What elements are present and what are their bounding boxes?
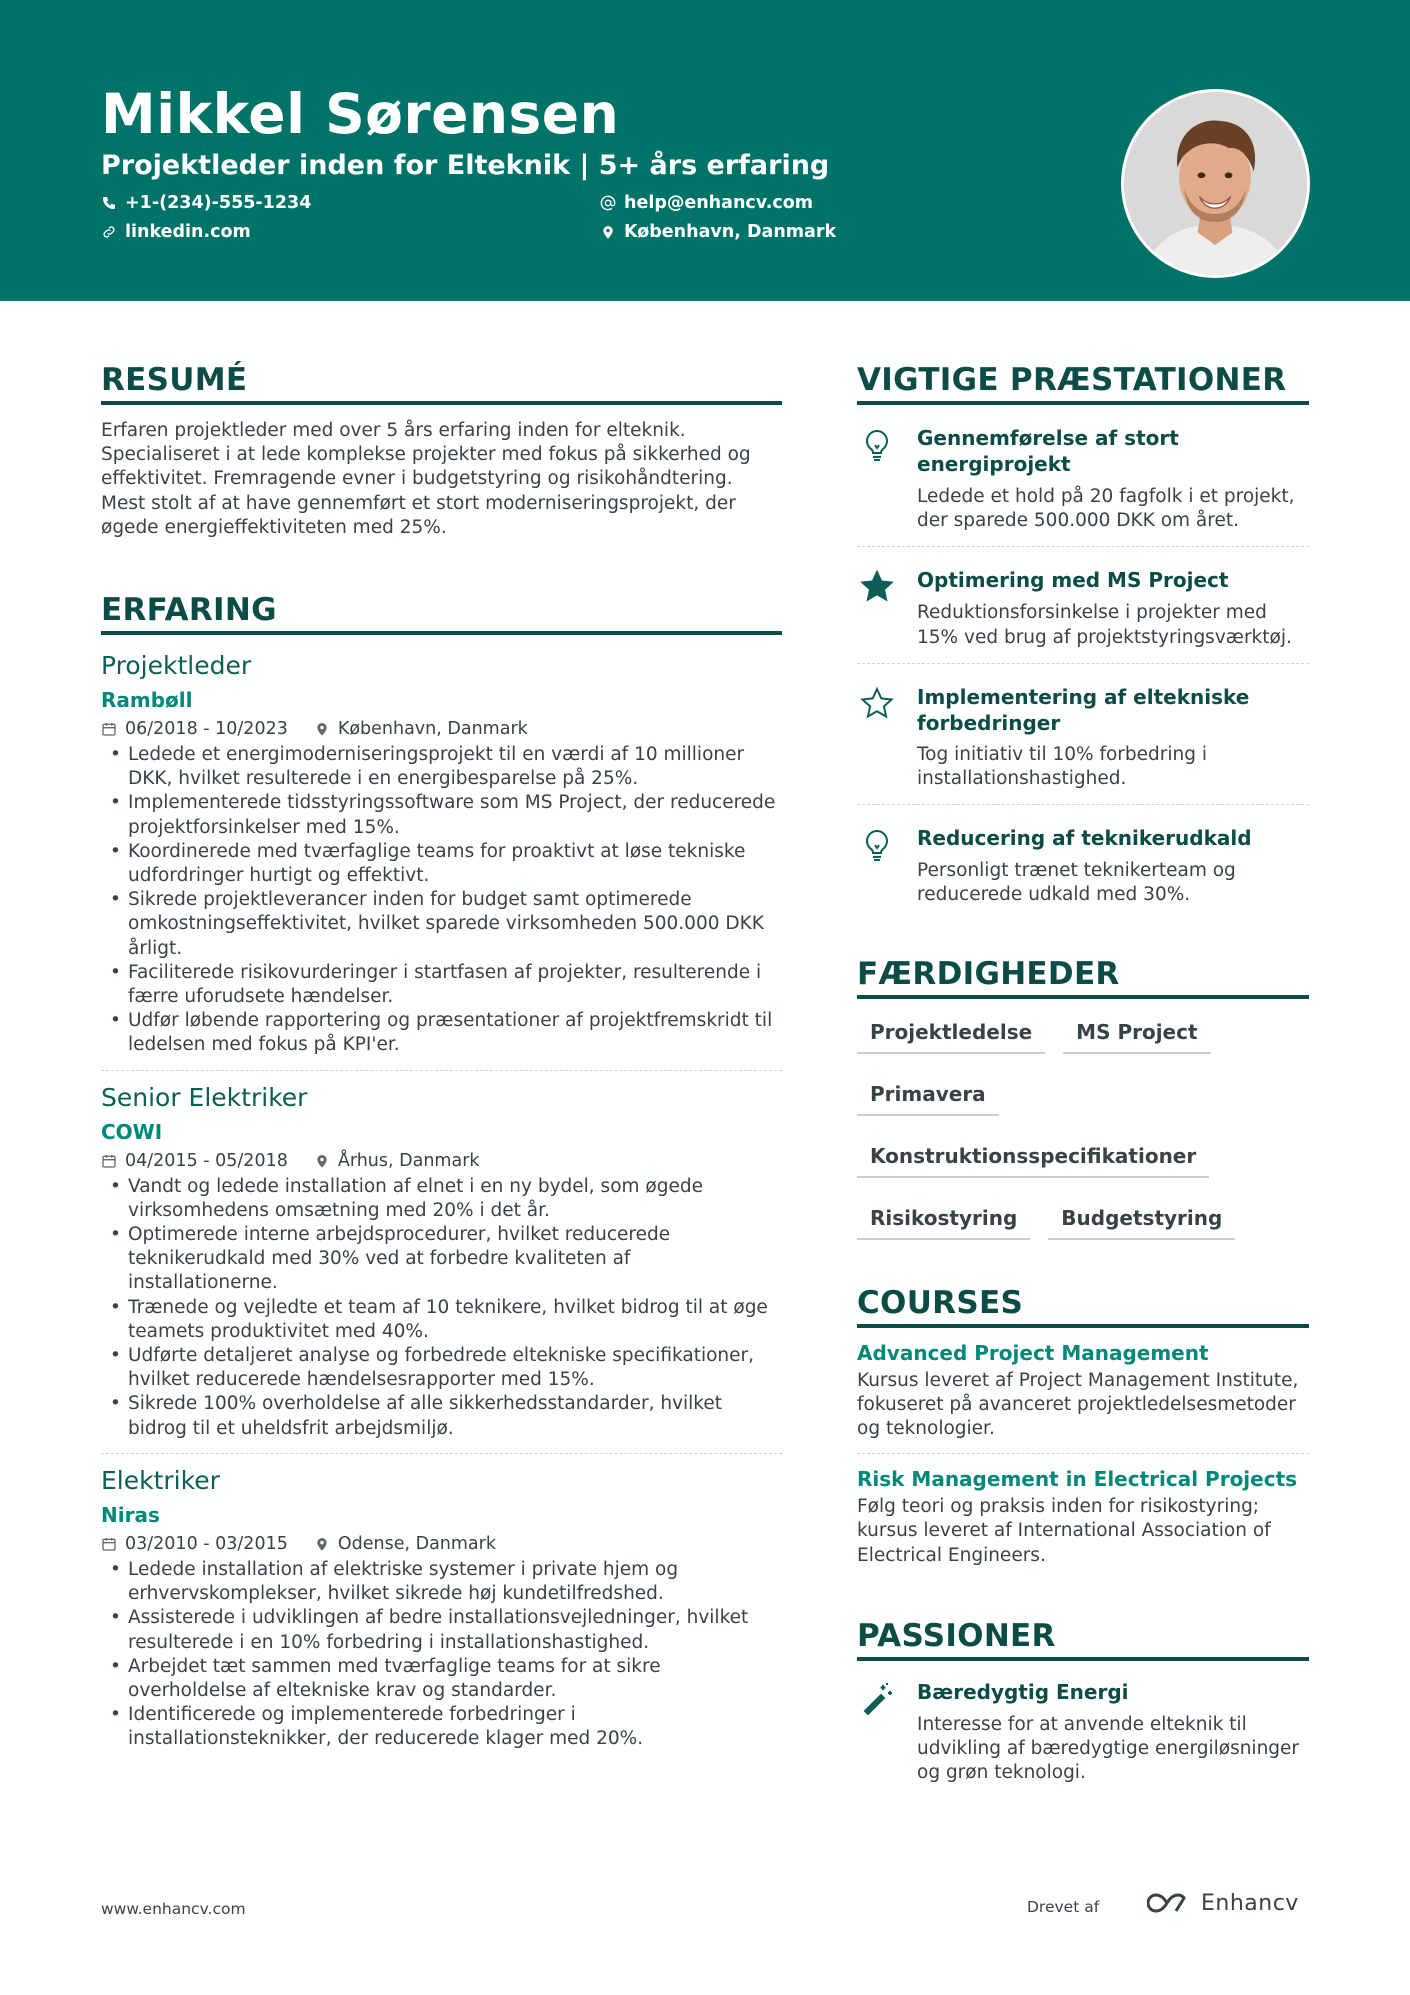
- job-location: [314, 1149, 480, 1173]
- avatar: [1121, 89, 1310, 278]
- job-bullet: • Udførte detaljeret analyse og forbedrede eltekniske specifikationer, hvilket reducerede hændelsesrapporter med 15%.: [101, 1344, 782, 1392]
- courses-heading: COURSES: [857, 1283, 1309, 1328]
- magic-wand-icon: [859, 1681, 895, 1717]
- passions-heading: PASSIONER: [857, 1616, 1309, 1661]
- divider: [101, 1453, 782, 1454]
- summary-heading: RESUMÉ: [101, 360, 782, 405]
- passion-item: [857, 1679, 1309, 1786]
- job-entry: [101, 1464, 782, 1752]
- location-text: København, Danmark: [624, 222, 837, 242]
- left-column: [101, 360, 782, 1752]
- job-location: [314, 1532, 496, 1556]
- experience-heading: ERFARING: [101, 590, 782, 635]
- achievement-item: [857, 684, 1309, 791]
- job-bullet: • Vandt og ledede installation af elnet i en ny bydel, som øgede virksomhedens omsætning med 20% i det år.: [101, 1175, 782, 1223]
- job-meta: [101, 1149, 782, 1173]
- achievement-item: [857, 567, 1309, 649]
- job-location-text: Århus, Danmark: [337, 1150, 480, 1171]
- job-title: Elektriker: [101, 1465, 220, 1495]
- course-item: [857, 1340, 1309, 1442]
- job-dates: [101, 1149, 288, 1173]
- job-entry: [101, 1081, 782, 1441]
- job-bullets: [101, 743, 782, 1058]
- job-dates: [101, 1532, 288, 1556]
- achievement-item: [857, 425, 1309, 533]
- achievements-heading: VIGTIGE PRÆSTATIONER: [857, 360, 1309, 405]
- achievement-desc: Tog initiativ til 10% forbedring i installationshastighed.: [917, 743, 1208, 790]
- job-bullet: • Assisterede i udviklingen af bedre installationsvejledninger, hvilket resulterede i en 10% forbedring i installationshastighed.: [101, 1606, 782, 1654]
- resume-header: [0, 0, 1410, 301]
- job-bullet: • Trænede og vejledte et team af 10 teknikere, hvilket bidrog til at øge teamets produktivitet med 40%.: [101, 1296, 782, 1344]
- contact-location: [600, 222, 836, 242]
- job-dates-text: 04/2015 - 05/2018: [125, 1150, 288, 1171]
- job-entry: [101, 649, 782, 1058]
- job-bullet: • Arbejdet tæt sammen med tværfaglige teams for at sikre overholdelse af eltekniske krav og standarder.: [101, 1655, 782, 1703]
- passion-desc: Interesse for at anvende elteknik til udvikling af bæredygtige energiløsninger og grøn teknologi.: [917, 1713, 1300, 1784]
- link-icon: [101, 224, 117, 240]
- job-dates: [101, 717, 288, 741]
- contact-email[interactable]: [600, 193, 813, 213]
- calendar-icon: [101, 1536, 117, 1552]
- company-name: COWI: [101, 1119, 163, 1144]
- divider: [857, 1453, 1309, 1454]
- phone-text: +1-(234)-555-1234: [125, 193, 312, 213]
- summary-text: Erfaren projektleder med over 5 års erfaring inden for elteknik. Specialiseret i at lede komplekse projekter med fokus på sikkerhed og effektivitet. Fremragende evner i budgetstyring og risikohåndtering. Mest stolt af at have gennemført et stort moderniseringsprojekt, der øgede energieffektiviteten med 25%.: [101, 420, 751, 538]
- enhancv-logo-icon: [1147, 1890, 1193, 1916]
- linkedin-text: linkedin.com: [125, 222, 251, 242]
- phone-icon: [101, 195, 117, 211]
- lightbulb-icon: [859, 827, 895, 863]
- summary-section: [101, 360, 782, 540]
- candidate-name: Mikkel Sørensen: [101, 82, 620, 146]
- company-name: Niras: [101, 1502, 160, 1527]
- job-location-text: Odense, Danmark: [337, 1533, 496, 1554]
- course-desc: Følg teori og praksis inden for risikostyring; kursus leveret af International Association of Electrical Engineers.: [857, 1496, 1271, 1566]
- job-meta: [101, 1532, 782, 1556]
- calendar-icon: [101, 721, 117, 737]
- skills-section: [857, 954, 1309, 1261]
- courses-section: [857, 1283, 1309, 1568]
- email-text: help@enhancv.com: [624, 193, 814, 213]
- enhancv-logo[interactable]: [1147, 1890, 1299, 1916]
- job-dates-text: 06/2018 - 10/2023: [125, 719, 288, 740]
- map-pin-icon: [314, 1536, 330, 1552]
- divider: [857, 663, 1309, 664]
- achievement-title: Gennemførelse af stort energiprojekt: [917, 426, 1179, 476]
- enhancv-brand-text: Enhancv: [1201, 1890, 1299, 1916]
- achievement-title: Implementering af eltekniske forbedringer: [917, 684, 1250, 735]
- job-bullet: • Ledede et energimoderniseringsprojekt til en værdi af 10 millioner DKK, hvilket resulterede i en energibesparelse på 25%.: [101, 743, 782, 791]
- job-bullet: • Implementerede tidsstyringssoftware som MS Project, der reducerede projektforsinkelser med 15%.: [101, 791, 782, 839]
- achievement-desc: Ledede et hold på 20 fagfolk i et projekt, der sparede 500.000 DKK om året.: [917, 486, 1295, 532]
- job-meta: [101, 717, 782, 741]
- job-title: Senior Elektriker: [101, 1082, 308, 1112]
- skills-list: [857, 1013, 1309, 1261]
- course-title: Advanced Project Management: [857, 1340, 1209, 1365]
- contact-linkedin[interactable]: [101, 222, 251, 242]
- skills-heading: FÆRDIGHEDER: [857, 954, 1309, 999]
- achievement-desc: Reduktionsforsinkelse i projekter med 15% ved brug af projektstyringsværktøj.: [917, 602, 1292, 648]
- job-bullet: • Ledede installation af elektriske systemer i private hjem og erhvervskomplekser, hvilket sikrede høj kundetilfredshed.: [101, 1558, 782, 1606]
- passion-title: Bæredygtig Energi: [917, 1679, 1129, 1704]
- skill-tag: Primavera: [857, 1075, 999, 1116]
- course-desc: Kursus leveret af Project Management Institute, fokuseret på avanceret projektledelsesmetoder og teknologier.: [857, 1369, 1299, 1440]
- achievement-title: Optimering med MS Project: [917, 568, 1229, 593]
- skill-tag: Konstruktionsspecifikationer: [857, 1137, 1209, 1178]
- contact-phone[interactable]: [101, 193, 311, 213]
- job-bullet: • Sikrede projektleverancer inden for budget samt optimerede omkostningseffektivitet, hvilket sparede virksomheden 500.000 DKK årligt.: [101, 888, 782, 961]
- course-item: [857, 1466, 1309, 1568]
- course-title: Risk Management in Electrical Projects: [857, 1467, 1298, 1492]
- skill-tag: Projektledelse: [857, 1013, 1045, 1054]
- job-bullets: [101, 1558, 782, 1752]
- skill-tag: MS Project: [1063, 1013, 1210, 1054]
- job-bullet: • Koordinerede med tværfaglige teams for proaktivt at løse tekniske udfordringer hurtigt og effektivt.: [101, 840, 782, 888]
- achievements-section: [857, 360, 1309, 908]
- calendar-icon: [101, 1153, 117, 1169]
- star-filled-icon: [859, 569, 895, 605]
- job-bullet: • Faciliterede risikovurderinger i startfasen af projekter, resulterende i færre uforudsete hændelser.: [101, 961, 782, 1009]
- passions-section: [857, 1616, 1309, 1786]
- job-dates-text: 03/2010 - 03/2015: [125, 1533, 288, 1554]
- job-title: Projektleder: [101, 651, 252, 681]
- job-location-text: København, Danmark: [337, 719, 528, 740]
- candidate-headline: Projektleder inden for Elteknik | 5+ års erfaring: [101, 150, 830, 181]
- footer-powered-by: Drevet af: [1027, 1898, 1100, 1916]
- job-bullets: [101, 1175, 782, 1441]
- star-outline-icon: [859, 686, 895, 722]
- map-pin-icon: [600, 224, 616, 240]
- achievement-title: Reducering af teknikerudkald: [917, 826, 1252, 851]
- experience-section: [101, 590, 782, 1752]
- map-pin-icon: [314, 721, 330, 737]
- right-column: [857, 360, 1309, 1785]
- skill-tag: Risikostyring: [857, 1199, 1030, 1240]
- at-icon: [600, 195, 616, 211]
- company-name: Rambøll: [101, 688, 193, 713]
- job-bullet: • Sikrede 100% overholdelse af alle sikkerhedsstandarder, hvilket bidrog til et uheldsfrit arbejdsmiljø.: [101, 1392, 782, 1440]
- map-pin-icon: [314, 1153, 330, 1169]
- divider: [101, 1070, 782, 1071]
- job-location: [314, 717, 528, 741]
- achievement-desc: Personligt trænet teknikerteam og reducerede udkald med 30%.: [917, 860, 1236, 906]
- job-bullet: • Identificerede og implementerede forbedringer i installationsteknikker, der reducerede klager med 20%.: [101, 1703, 782, 1751]
- job-bullet: • Udfør løbende rapportering og præsentationer af projektfremskridt til ledelsen med fokus på KPI'er.: [101, 1009, 782, 1057]
- portrait-photo: [1124, 92, 1307, 275]
- footer-url[interactable]: www.enhancv.com: [101, 1900, 246, 1918]
- skill-tag: Budgetstyring: [1048, 1199, 1235, 1240]
- divider: [857, 804, 1309, 805]
- lightbulb-icon: [859, 427, 895, 463]
- achievement-item: [857, 825, 1309, 907]
- divider: [857, 546, 1309, 547]
- job-bullet: • Optimerede interne arbejdsprocedurer, hvilket reducerede teknikerudkald med 30% ved at forbedre kvaliteten af installationerne.: [101, 1223, 782, 1296]
